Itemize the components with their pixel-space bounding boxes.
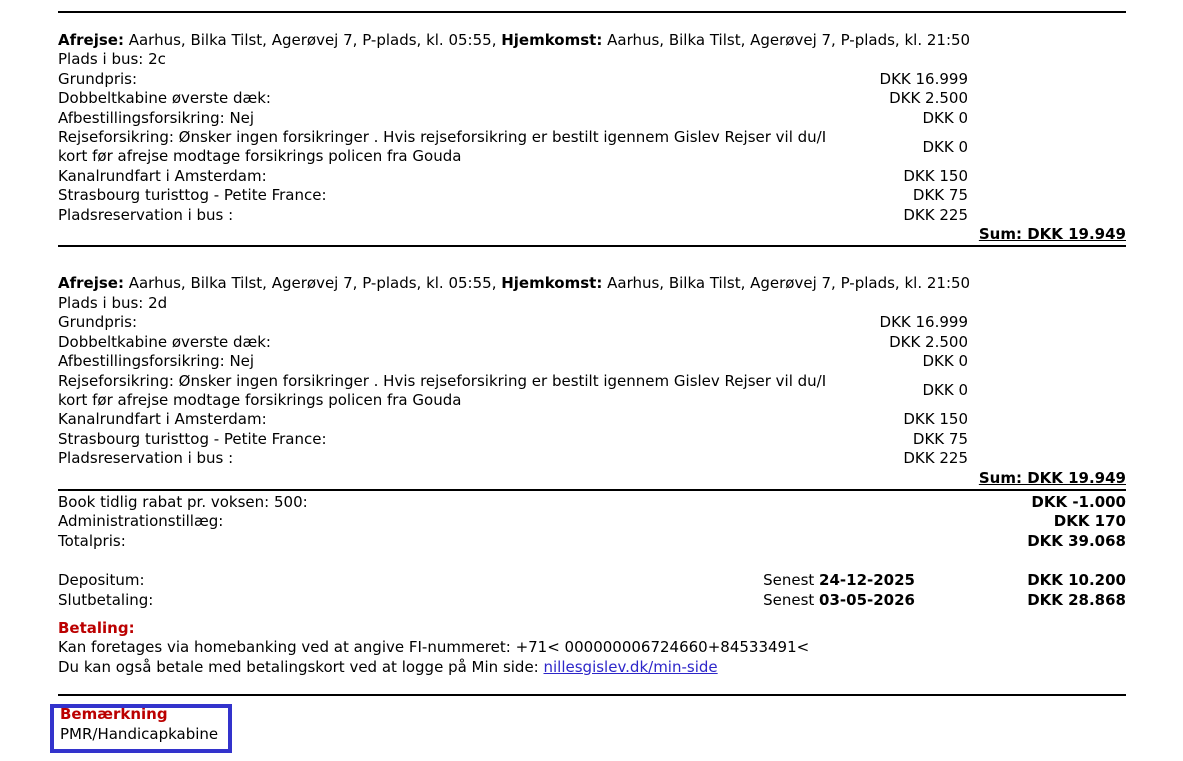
totals-label: Book tidlig rabat pr. voksen: 500:	[58, 492, 308, 511]
price-row	[58, 70, 1126, 89]
section-sum: Sum: DKK 19.949	[978, 225, 1126, 244]
totals-amount: DKK -1.000	[1031, 492, 1126, 511]
trip-section-1	[58, 31, 1126, 247]
totals-block	[58, 493, 1126, 551]
afrejse-label: Afrejse:	[58, 31, 124, 49]
hjemkomst-label: Hjemkomst:	[501, 274, 603, 293]
price-amount: DKK 0	[922, 381, 968, 400]
price-amount: DKK 0	[922, 108, 968, 127]
price-row	[58, 449, 1126, 468]
remark-title: Bemærkning	[60, 705, 168, 724]
totals-label: Totalpris:	[58, 531, 126, 550]
price-label: Kanalrundfart i Amsterdam:	[58, 410, 267, 429]
price-label: Strasbourg turisttog - Petite France:	[58, 186, 327, 205]
price-row	[58, 410, 1126, 429]
trip-header	[58, 274, 1126, 293]
minside-line	[58, 658, 1126, 677]
price-amount: DKK 225	[903, 205, 968, 224]
minside-prefix: Du kan også betale med betalingskort ved at logge på Min side:	[58, 657, 544, 676]
price-label: Strasbourg turisttog - Petite France:	[58, 429, 327, 448]
price-amount: DKK 0	[922, 137, 968, 156]
due-date: 24-12-2025	[819, 571, 915, 590]
totals-amount: DKK 170	[1053, 512, 1126, 531]
price-label: Grundpris:	[58, 313, 138, 332]
totals-row	[58, 493, 1126, 512]
price-row	[58, 89, 1126, 108]
price-row	[58, 372, 1126, 411]
hjemkomst-label: Hjemkomst:	[501, 31, 603, 49]
payment-label: Slutbetaling:	[58, 590, 154, 609]
price-amount: DKK 16.999	[879, 69, 968, 88]
price-amount: DKK 2.500	[889, 89, 968, 108]
seat-row: Plads i bus: 2c	[58, 50, 166, 69]
price-label: Dobbeltkabine øverste dæk:	[58, 89, 271, 108]
remark-text: PMR/Handicapkabine	[60, 724, 219, 743]
price-amount: DKK 150	[903, 166, 968, 185]
price-row	[58, 352, 1126, 371]
price-row	[58, 128, 1126, 167]
afrejse-label: Afrejse:	[58, 274, 124, 293]
booking-confirmation-document	[0, 11, 1183, 758]
price-amount: DKK 2.500	[889, 332, 968, 351]
seat-row: Plads i bus: 2d	[58, 293, 168, 312]
payment-due	[615, 591, 915, 610]
price-label: Grundpris:	[58, 69, 138, 88]
totals-label: Administrationstillæg:	[58, 512, 224, 531]
price-row	[58, 333, 1126, 352]
minside-link[interactable]: nillesgislev.dk/min-side	[543, 657, 718, 676]
price-amount: DKK 150	[903, 410, 968, 429]
afrejse-value: Aarhus, Bilka Tilst, Agerøvej 7, P-plads, kl. 05:55,	[123, 274, 502, 293]
divider-bottom	[58, 694, 1126, 696]
afrejse-value: Aarhus, Bilka Tilst, Agerøvej 7, P-plads, kl. 05:55,	[123, 31, 502, 49]
price-amount: DKK 16.999	[879, 313, 968, 332]
price-label: Rejseforsikring: Ønsker ingen forsikringer . Hvis rejseforsikring er bestilt igennem Gislev Rejser vil du/I kort før afrejse modtage forsikrings policen fra Gouda	[58, 371, 827, 409]
price-label: Afbestillingsforsikring: Nej	[58, 352, 255, 371]
price-row	[58, 430, 1126, 449]
price-label: Rejseforsikring: Ønsker ingen forsikringer . Hvis rejseforsikring er bestilt igennem Gislev Rejser vil du/I kort før afrejse modtage forsikrings policen fra Gouda	[58, 128, 827, 166]
payment-row-depositum	[58, 571, 1126, 590]
payment-label: Depositum:	[58, 571, 145, 590]
price-label: Afbestillingsforsikring: Nej	[58, 108, 255, 127]
senest-label: Senest	[763, 590, 820, 609]
betaling-block	[58, 619, 1126, 677]
hjemkomst-value: Aarhus, Bilka Tilst, Agerøvej 7, P-plads, kl. 21:50	[602, 31, 971, 49]
price-amount: DKK 75	[912, 186, 968, 205]
price-amount: DKK 0	[922, 352, 968, 371]
totals-row	[58, 532, 1126, 551]
price-label: Pladsreservation i bus :	[58, 205, 234, 224]
price-label: Kanalrundfart i Amsterdam:	[58, 166, 267, 185]
price-row	[58, 313, 1126, 332]
trip-header	[58, 31, 1126, 50]
payment-row-slutbetaling	[58, 591, 1126, 610]
price-label: Pladsreservation i bus :	[58, 449, 234, 468]
price-row	[58, 206, 1126, 225]
price-amount: DKK 75	[912, 429, 968, 448]
hjemkomst-value: Aarhus, Bilka Tilst, Agerøvej 7, P-plads, kl. 21:50	[602, 274, 971, 293]
price-amount: DKK 225	[903, 449, 968, 468]
divider-top	[58, 11, 1126, 13]
price-row	[58, 186, 1126, 205]
price-label: Dobbeltkabine øverste dæk:	[58, 332, 271, 351]
payment-amount: DKK 28.868	[1027, 590, 1126, 609]
betaling-title: Betaling:	[58, 618, 135, 637]
senest-label: Senest	[763, 571, 820, 590]
trip-section-2	[58, 274, 1126, 490]
due-date: 03-05-2026	[819, 590, 915, 609]
totals-amount: DKK 39.068	[1027, 531, 1126, 550]
payment-amount: DKK 10.200	[1027, 571, 1126, 590]
section-sum: Sum: DKK 19.949	[978, 468, 1126, 487]
payments-block	[58, 571, 1126, 610]
fi-number-line: Kan foretages via homebanking ved at angive FI-nummeret: +71< 000000006724660+84533491<	[58, 638, 810, 657]
price-row	[58, 167, 1126, 186]
totals-row	[58, 512, 1126, 531]
price-row	[58, 109, 1126, 128]
remark-box	[50, 704, 232, 753]
payment-due	[615, 571, 915, 590]
